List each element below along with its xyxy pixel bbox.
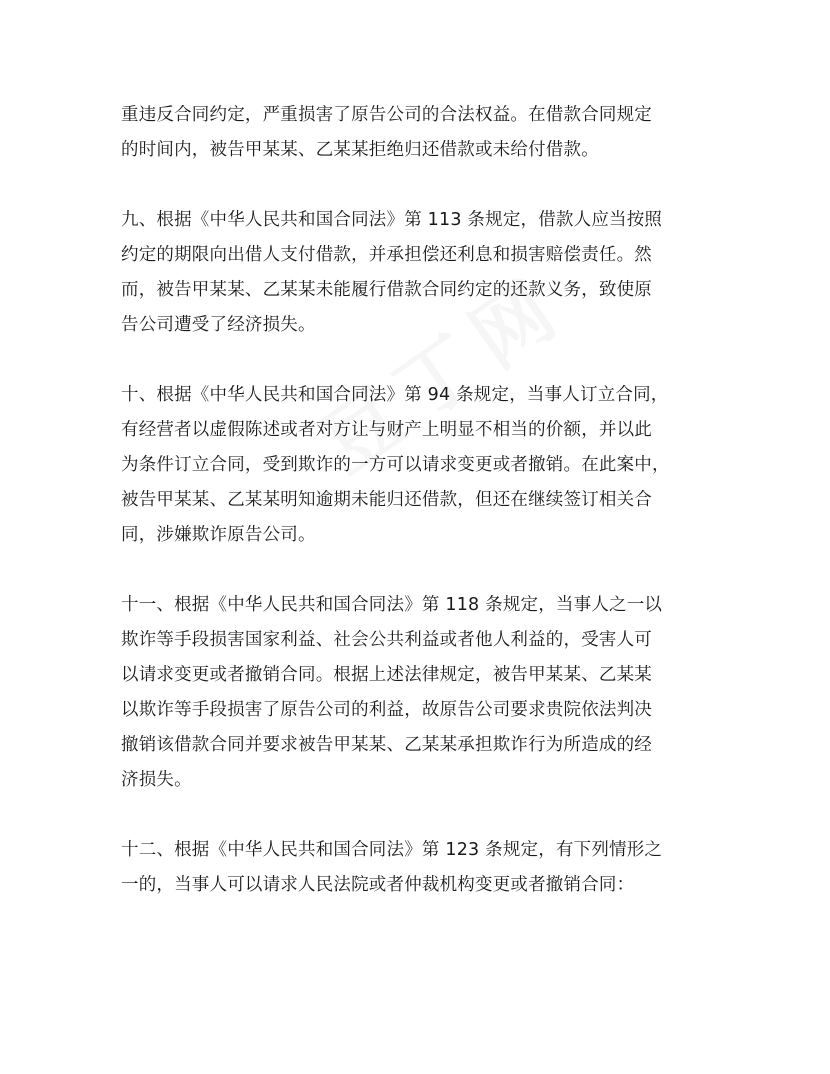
text-line: 为条件订立合同，受到欺诈的一方可以请求变更或者撤销。在此案中， xyxy=(121,455,670,475)
text-line: 一的，当事人可以请求人民法院或者仲裁机构变更或者撤销合同： xyxy=(121,875,635,895)
text-line: 同，涉嫌欺诈原告公司。 xyxy=(121,525,316,545)
text-line: 的时间内，被告甲某某、乙某某拒绝归还借款或未给付借款。 xyxy=(121,140,599,160)
text-line: 约定的期限向出借人支付借款，并承担偿还利息和损害赔偿责任。然 xyxy=(121,245,652,265)
text-line: 撤销该借款合同并要求被告甲某某、乙某某承担欺诈行为所造成的经 xyxy=(121,735,652,755)
text-line: 欺诈等手段损害国家利益、社会公共利益或者他人利益的，受害人可 xyxy=(121,630,652,650)
text-line: 以欺诈等手段损害了原告公司的利益，故原告公司要求贵院依法判决 xyxy=(121,700,652,720)
text-line: 九、根据《中华人民共和国合同法》第 113 条规定，借款人应当按照 xyxy=(121,210,663,230)
paragraph xyxy=(121,203,721,343)
text-line: 重违反合同约定，严重损害了原告公司的合法权益。在借款合同规定 xyxy=(121,105,652,125)
text-line: 而，被告甲某某、乙某某未能履行借款合同约定的还款义务，致使原 xyxy=(121,280,652,300)
text-line: 十一、根据《中华人民共和国合同法》第 118 条规定，当事人之一以 xyxy=(121,595,663,615)
text-line: 以请求变更或者撤销合同。根据上述法律规定，被告甲某某、乙某某 xyxy=(121,665,652,685)
text-line: 被告甲某某、乙某某明知逾期未能归还借款，但还在继续签订相关合 xyxy=(121,490,652,510)
paragraph xyxy=(121,98,721,168)
text-line: 十、根据《中华人民共和国合同法》第 94 条规定，当事人订立合同， xyxy=(121,385,669,405)
text-line: 十二、根据《中华人民共和国合同法》第 123 条规定，有下列情形之 xyxy=(121,840,663,860)
text-line: 济损失。 xyxy=(121,770,192,790)
text-line: 有经营者以虚假陈述或者对方让与财产上明显不相当的价额，并以此 xyxy=(121,420,652,440)
paragraph xyxy=(121,378,721,553)
document-body xyxy=(121,98,721,938)
paragraph xyxy=(121,588,721,798)
text-line: 告公司遭受了经济损失。 xyxy=(121,315,316,335)
paragraph xyxy=(121,833,721,903)
